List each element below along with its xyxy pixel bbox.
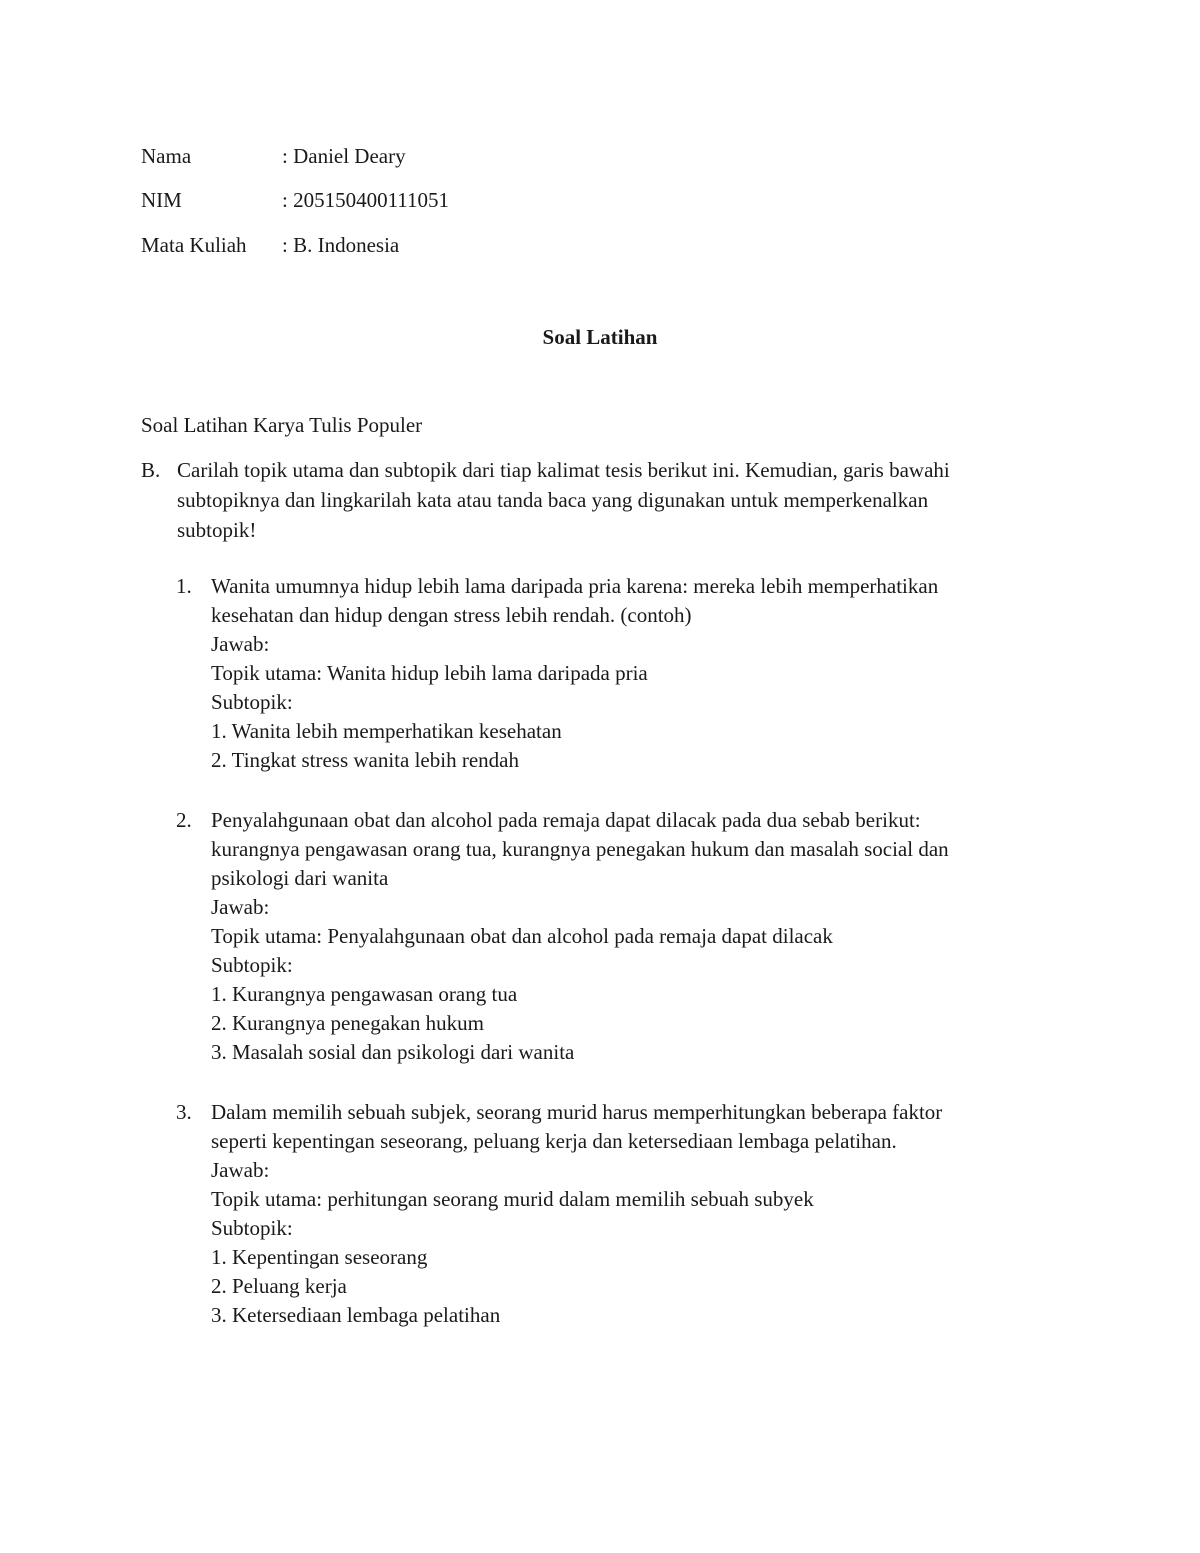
subtopic-item: 3. Masalah sosial dan psikologi dari wanita — [211, 1040, 575, 1064]
question-line: kurangnya pengawasan orang tua, kurangnya penegakan hukum dan masalah social dan — [211, 837, 949, 861]
task-marker: B. — [141, 458, 161, 482]
task-text — [177, 455, 1057, 545]
answer-label: Jawab: — [211, 632, 270, 656]
question-line: seperti kepentingan seseorang, peluang kerja dan ketersediaan lembaga pelatihan. — [211, 1129, 897, 1153]
meta-label: Mata Kuliah — [141, 233, 247, 257]
subtopic-item: 2. Kurangnya penegakan hukum — [211, 1011, 484, 1035]
subtopic-item: 1. Kepentingan seseorang — [211, 1245, 428, 1269]
question-body — [211, 572, 1056, 775]
question-line: kesehatan dan hidup dengan stress lebih rendah. (contoh) — [211, 603, 692, 627]
question-number: 2. — [176, 808, 192, 832]
section-title: Soal Latihan Karya Tulis Populer — [141, 413, 423, 437]
question-body — [211, 1098, 1056, 1330]
question-line: psikologi dari wanita — [211, 866, 389, 890]
subtopic-label: Subtopik: — [211, 953, 293, 977]
subtopic-item: 3. Ketersediaan lembaga pelatihan — [211, 1303, 501, 1327]
meta-label: Nama — [141, 144, 192, 168]
task-line: subtopiknya dan lingkarilah kata atau tanda baca yang digunakan untuk memperkenalkan — [177, 488, 929, 512]
subtopic-label: Subtopik: — [211, 690, 293, 714]
main-topic: Topik utama: Penyalahgunaan obat dan alcohol pada remaja dapat dilacak — [211, 924, 833, 948]
task-line: Carilah topik utama dan subtopik dari tiap kalimat tesis berikut ini. Kemudian, garis bawahi — [177, 458, 950, 482]
meta-label: NIM — [141, 188, 182, 212]
question-number: 3. — [176, 1100, 192, 1124]
page-title: Soal Latihan — [542, 325, 658, 349]
answer-label: Jawab: — [211, 1158, 270, 1182]
meta-value: : 205150400111051 — [282, 188, 450, 212]
meta-value: : Daniel Deary — [282, 144, 406, 168]
subtopic-label: Subtopik: — [211, 1216, 293, 1240]
answer-label: Jawab: — [211, 895, 270, 919]
main-topic: Topik utama: Wanita hidup lebih lama daripada pria — [211, 661, 648, 685]
question-number: 1. — [176, 574, 192, 598]
subtopic-item: 1. Kurangnya pengawasan orang tua — [211, 982, 518, 1006]
subtopic-item: 1. Wanita lebih memperhatikan kesehatan — [211, 719, 562, 743]
question-line: Dalam memilih sebuah subjek, seorang murid harus memperhitungkan beberapa faktor — [211, 1100, 943, 1124]
question-line: Wanita umumnya hidup lebih lama daripada pria karena: mereka lebih memperhatikan — [211, 574, 939, 598]
subtopic-item: 2. Tingkat stress wanita lebih rendah — [211, 748, 519, 772]
task-line: subtopik! — [177, 518, 257, 542]
main-topic: Topik utama: perhitungan seorang murid dalam memilih sebuah subyek — [211, 1187, 814, 1211]
question-line: Penyalahgunaan obat dan alcohol pada remaja dapat dilacak pada dua sebab berikut: — [211, 808, 921, 832]
meta-value: : B. Indonesia — [282, 233, 400, 257]
subtopic-item: 2. Peluang kerja — [211, 1274, 347, 1298]
question-body — [211, 806, 1056, 1067]
